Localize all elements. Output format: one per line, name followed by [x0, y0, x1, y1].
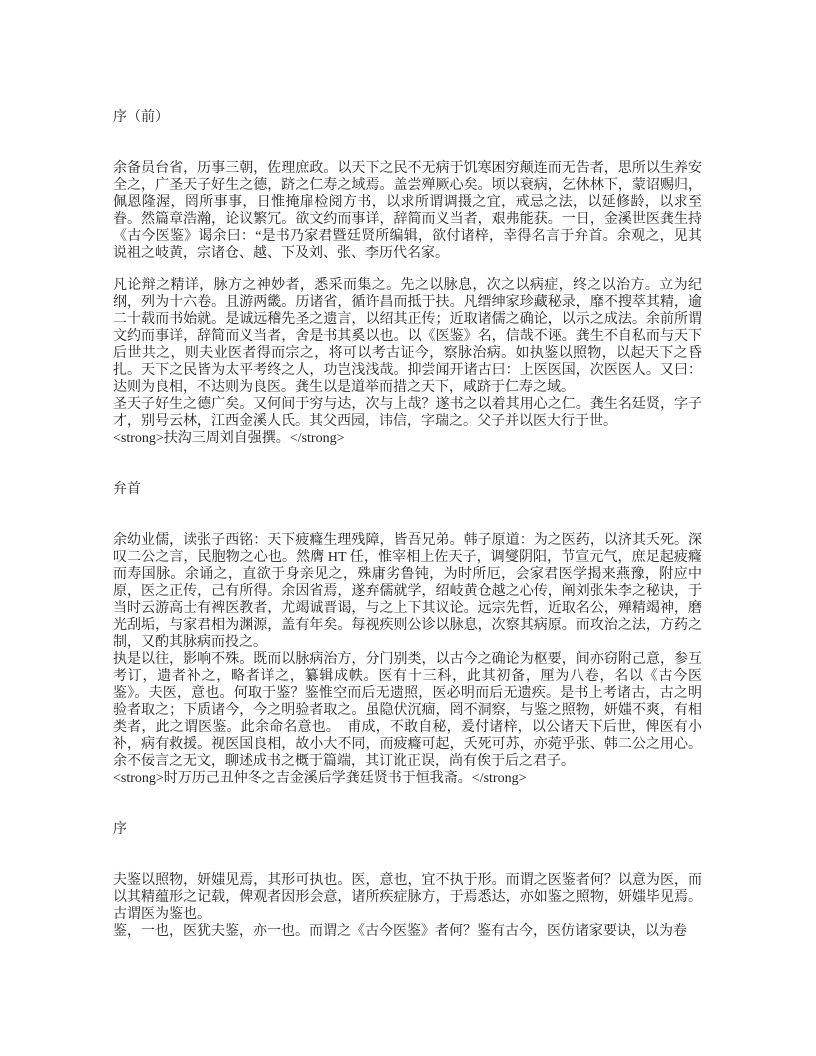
- paragraph: 余幼业儒，读张子西铭：天下疲癃生理残障，皆吾兄弟。韩子原道：为之医药，以济其夭死。深叹二公之言，民胞物之心也。然膺 HT 任，惟宰相上佐天子，调燮阴阳，节宣元气，庶足起疲癃而寿国脉。余诵之，直欲于身亲见之，殊庸劣鲁钝，为时所厄，会家君医学揭来燕豫，附应中原，医之正传，己有所得。余因省焉，遂弃儒就学，绍岐黄仓越之心传，阐刘张朱李之秘诀，于当时云游高士有裨医教者，尤竭诚晋谒，与之上下其议论。远宗先哲，近取名公，殚精竭神，磨光刮垢，与家君相为渊源，盖有年矣。每视疾则公诊以脉息，次察其病原。而攻治之法，方药之制，又酌其脉病而投之。: [113, 533, 702, 650]
- paragraph: 鉴，一也，医犹夫鉴，亦一也。而谓之《古今医鉴》者何？鉴有古今，医仿诸家要诀，以为卷: [113, 924, 687, 939]
- paragraph: <strong>时万历己丑仲冬之吉金溪后学龚廷贤书于恒我斋。</strong>: [113, 771, 527, 786]
- paragraph: 执是以往，影响不殊。既而以脉病治方，分门别类，以古今之确论为枢要，间亦窃附己意，参互考订，遗者补之，略者详之，纂辑成帙。医有十三科，此其初备，厘为八卷，名以《古今医鉴》。夫医，意也。何取于鉴？鉴惟空而后无遗照，医必明而后无遗疾。是书上考诸古，古之明验者取之；下质诸今，今之明验者取之。虽隐伏沉痼，罔不洞察，与鉴之照物，妍媸不爽，有相类者，此之谓医鉴。此余命名意也。 甫成，不敢自秘，爰付诸梓，以公诸天下后世，俾医有小补，病有救援。视医国良相，故小大不同，而疲癃可起，夭死可苏，亦菀乎张、韩二公之用心。余不佞言之无文，聊述成书之概于篇端，其订讹正误，尚有俟于后之君子。: [113, 652, 702, 769]
- section-heading: 序: [113, 822, 127, 837]
- paragraph: 凡论辩之精详，脉方之神妙者，悉采而集之。先之以脉息，次之以病症，终之以治方。立为纪纲，列为十六卷。且游两畿。历诸省，循许昌而抵于扶。凡缙绅家珍藏秘录，靡不搜萃其精，逾二十载而书始就。是诚远稽先圣之遗言，以绍其正传；近取诸儒之确论，以示之成法。余前所谓文约而事详，辞简而义当者，舍是书其奚以也。以《医鉴》名，信哉不诬。龚生不自私而与天下后世共之，则夫业医者得而宗之，将可以考古证今，察脉治病。如执鉴以照物，以起天下之昏扎。天下之民皆为太平考终之人，功岂浅浅哉。抑尝闻开诸古曰：上医医国，次医医人。又曰：达则为良相，不达则为良医。龚生以是道举而措之天下，咸跻于仁寿之域。: [113, 278, 702, 395]
- paragraph: 夫鉴以照物，妍媸见焉，其形可执也。医，意也，宜不执于形。而谓之医鉴者何？以意为医，而以其精蕴形之记载，俾观者因形会意，诸所疾症脉方，于焉悉达，亦如鉴之照物，妍媸毕见焉。古谓医为鉴也。: [113, 873, 702, 922]
- paragraph: <strong>扶沟三周刘自强撰。</strong>: [113, 431, 345, 446]
- document-body: [113, 109, 702, 940]
- section-heading: 弁首: [113, 482, 141, 497]
- section-heading: 序（前）: [113, 110, 169, 125]
- paragraph: 余备员台省，历事三朝，佐理庶政。以天下之民不无病于饥寒困穷颠连而无告者，思所以生养安全之，广圣天子好生之德，跻之仁寿之域焉。盖尝殚厥心矣。顷以衰病，乞休林下，蒙诏赐归，佩恩隆渥，罔所事事，日惟掩扉检阅方书，以求所谓调摄之宜，戒忌之法，以延修龄，以求至眷。然篇章浩瀚，论议繁冗。欲文约而事详，辞简而义当者，艰弗能获。一日，金溪世医龚生持《古今医鉴》谒余曰：“是书乃家君暨廷贤所编辑，欲付诸梓，幸得名言于弁首。余观之，见其说祖之岐黄，宗诸仓、越、下及刘、张、李历代名家。: [113, 161, 702, 261]
- paragraph: 圣天子好生之德广矣。又何间于穷与达，次与上哉？遂书之以着其用心之仁。龚生名廷贤，字子才，别号云林，江西金溪人氏。其父西园，讳信，字瑞之。父子并以医大行于世。: [113, 397, 702, 429]
